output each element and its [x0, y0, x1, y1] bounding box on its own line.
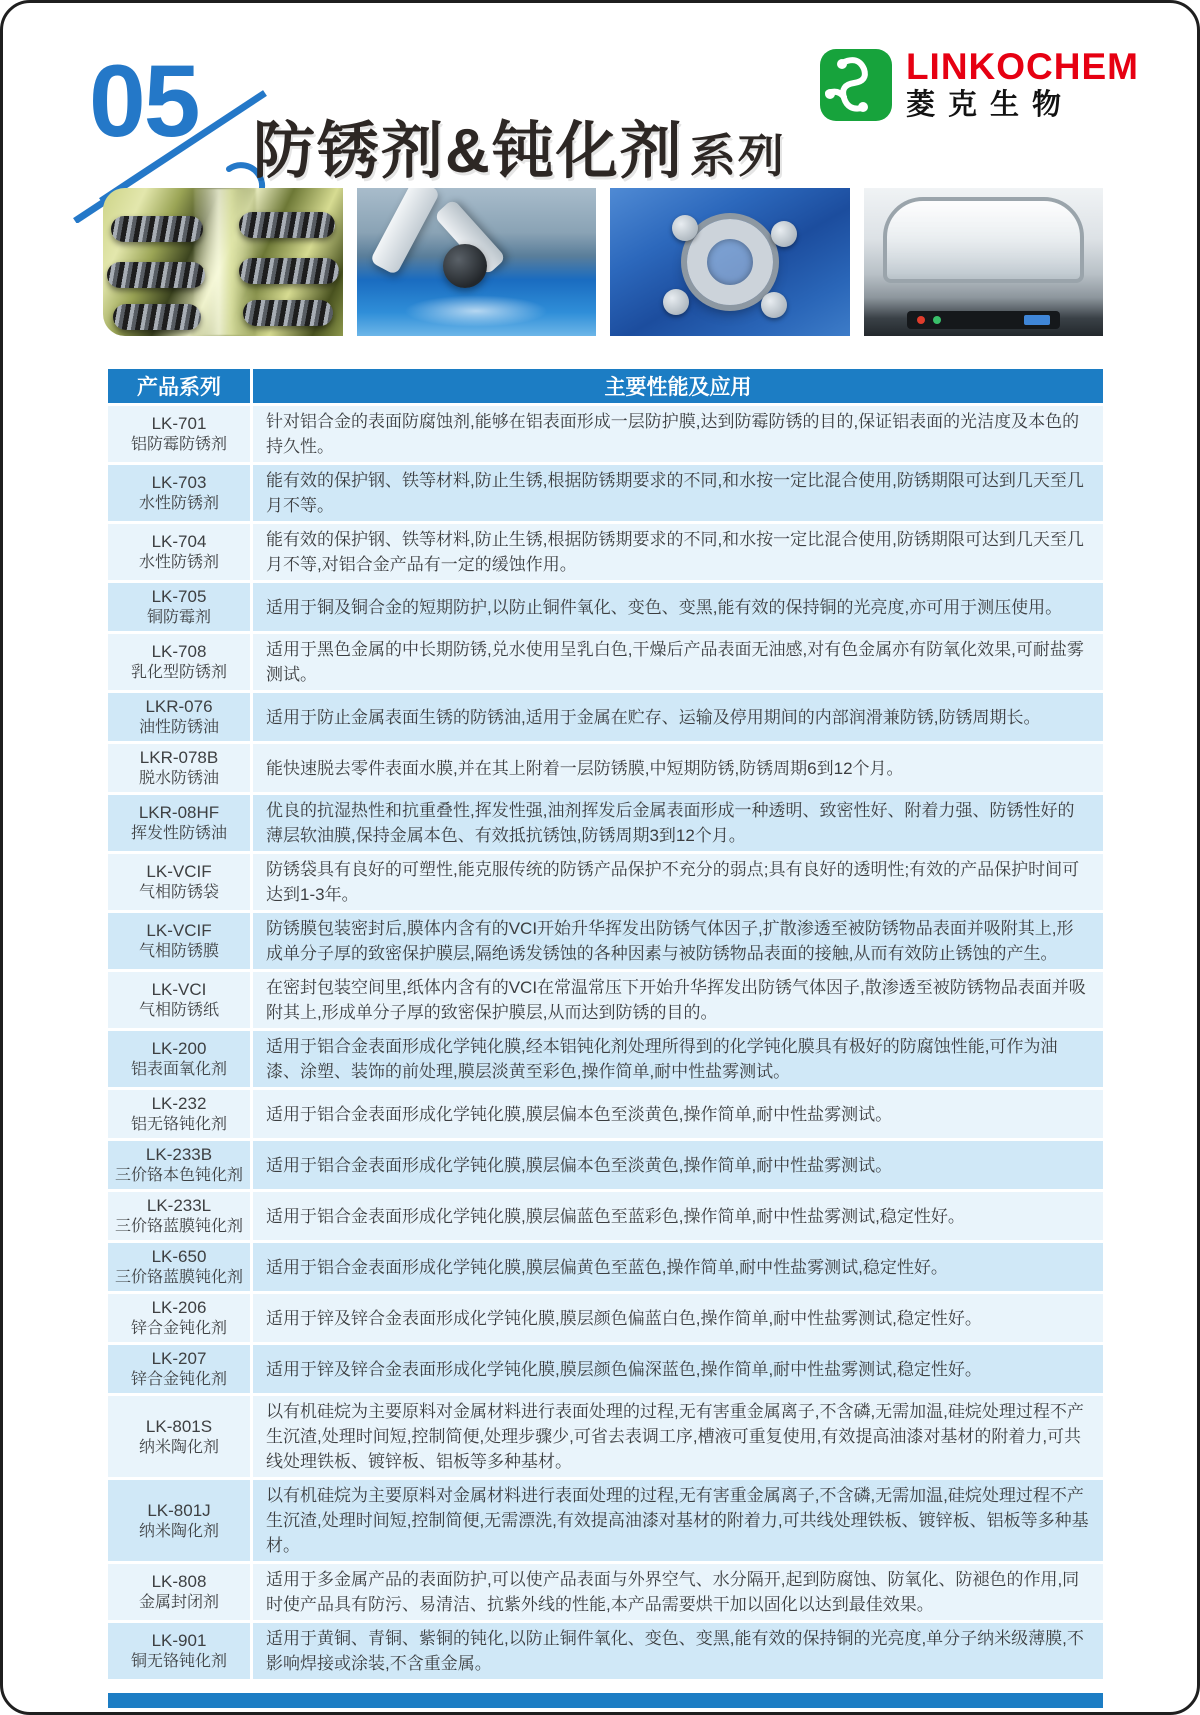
photo-strip — [103, 188, 1103, 336]
product-desc-cell — [253, 1396, 1103, 1477]
product-name: 气相防锈袋 — [138, 884, 219, 901]
product-desc-cell — [253, 913, 1103, 969]
product-series-cell — [108, 583, 250, 631]
product-series-cell — [108, 972, 250, 1028]
machine-dome — [883, 197, 1084, 283]
product-name: 乳化型防锈剂 — [130, 664, 227, 681]
product-code: LK-703 — [151, 473, 207, 492]
table-header-product-series: 产品系列 — [108, 369, 250, 403]
table-row — [108, 406, 1103, 462]
product-name: 纳米陶化剂 — [138, 1522, 219, 1540]
product-description: 针对铝合金的表面防腐蚀剂,能够在铝表面形成一层防护膜,达到防霉防锈的目的,保证铝表面的光洁度及本色的持久性。 — [266, 412, 1080, 456]
machined-flange — [687, 219, 773, 305]
product-name: 锌合金钝化剂 — [130, 1320, 227, 1337]
table-row — [108, 1090, 1103, 1138]
product-series-cell — [108, 634, 250, 690]
flange-lug — [672, 215, 698, 241]
product-series-cell — [108, 1623, 250, 1679]
product-series-cell — [108, 1192, 250, 1240]
product-description: 适用于铝合金表面形成化学钝化膜,膜层偏蓝色至蓝彩色,操作简单,耐中性盐雾测试,稳定性好。 — [266, 1206, 965, 1226]
product-desc-cell — [253, 1141, 1103, 1189]
table-row — [108, 1480, 1103, 1561]
table-row — [108, 1192, 1103, 1240]
product-series-cell — [108, 1141, 250, 1189]
product-desc-cell — [253, 795, 1103, 851]
product-name: 铝表面氧化剂 — [130, 1061, 227, 1078]
page-title — [253, 101, 786, 190]
table-row — [108, 1243, 1103, 1291]
table-row — [108, 1623, 1103, 1679]
product-series-cell — [108, 1294, 250, 1342]
product-name: 油性防锈油 — [138, 719, 219, 736]
product-code: LK-233B — [145, 1145, 213, 1164]
product-series-cell — [108, 1396, 250, 1477]
flange-lug — [761, 292, 787, 318]
product-description: 适用于锌及锌合金表面形成化学钝化膜,膜层颜色偏蓝白色,操作简单,耐中性盐雾测试,稳定性好。 — [266, 1308, 982, 1328]
metal-screw — [111, 216, 203, 242]
product-name: 铜无铬钝化剂 — [130, 1653, 227, 1670]
metal-screw — [239, 258, 339, 284]
product-desc-cell — [253, 1564, 1103, 1620]
product-series-cell — [108, 744, 250, 792]
product-description: 防锈膜包装密封后,膜体内含有的VCI开始升华挥发出防锈气体因子,扩散渗透至被防锈物品表面并吸附其上,形成单分子厚的致密保护膜层,隔绝诱发锈蚀的各种因素与被防锈物品表面的接触,从而有效防止锈蚀的产生。 — [266, 919, 1074, 963]
product-code: LK-206 — [151, 1298, 207, 1317]
product-desc-cell — [253, 744, 1103, 792]
product-description: 适用于多金属产品的表面防护,可以使产品表面与外界空气、水分隔开,起到防腐蚀、防氧化、防褪色的作用,同时使产品具有防污、易清洁、抗紫外线的性能,本产品需要烘干加以固化以达到最佳效果。 — [266, 1570, 1080, 1614]
product-description: 适用于铝合金表面形成化学钝化膜,膜层偏本色至淡黄色,操作简单,耐中性盐雾测试。 — [266, 1155, 893, 1175]
robot-joint — [443, 244, 487, 288]
product-name: 锌合金钝化剂 — [130, 1371, 227, 1388]
product-name: 金属封闭剂 — [138, 1594, 219, 1611]
page-title-main: 防锈剂&钝化剂 — [253, 117, 684, 186]
product-series-cell — [108, 693, 250, 741]
table-row — [108, 1345, 1103, 1393]
product-series-cell — [108, 1480, 250, 1561]
product-code: LKR-078B — [139, 748, 219, 767]
product-description: 以有机硅烷为主要原料对金属材料进行表面处理的过程,无有害重金属离子,不含磷,无需加温,硅烷处理过程不产生沉渣,处理时间短,控制简便,处理步骤少,可省去表调工序,槽液可重复使用,有效提高油漆对基材的附着力,可共线处理铁板、镀锌板、铝板等多种基材。 — [266, 1402, 1084, 1471]
metal-screw — [243, 300, 333, 326]
product-code: LK-VCIF — [146, 862, 212, 881]
photo-wrapped-metal-screws — [103, 188, 343, 336]
product-desc-cell — [253, 1031, 1103, 1087]
product-description: 防锈袋具有良好的可塑性,能克服传统的防锈产品保护不充分的弱点;具有良好的透明性;有效的产品保护时间可达到1-3年。 — [266, 860, 1080, 904]
product-name: 三价铬蓝膜钝化剂 — [114, 1269, 243, 1286]
product-name: 挥发性防锈油 — [130, 825, 227, 842]
product-code: LK-705 — [151, 587, 207, 606]
table-row — [108, 693, 1103, 741]
water-glint — [404, 295, 548, 328]
table-row — [108, 1564, 1103, 1620]
product-description: 以有机硅烷为主要原料对金属材料进行表面处理的过程,无有害重金属离子,不含磷,无需加温,硅烷处理过程不产生沉渣,处理时间短,控制简便,无需漂洗,有效提高油漆对基材的附着力,可共线处理铁板、镀锌板、铝板等多种基材。 — [266, 1486, 1089, 1555]
product-desc-cell — [253, 1480, 1103, 1561]
product-name: 铜防霉剂 — [146, 609, 211, 626]
product-description: 适用于锌及锌合金表面形成化学钝化膜,膜层颜色偏深蓝色,操作简单,耐中性盐雾测试,稳定性好。 — [266, 1359, 982, 1379]
product-desc-cell — [253, 524, 1103, 580]
product-description: 能有效的保护钢、铁等材料,防止生锈,根据防锈期要求的不同,和水按一定比混合使用,防锈期限可达到几天至几月不等,对铝合金产品有一定的缓蚀作用。 — [266, 530, 1084, 574]
product-code: LKR-076 — [145, 697, 213, 716]
product-code: LK-VCIF — [146, 921, 212, 940]
brand-logo — [818, 47, 1139, 123]
flange-lug — [663, 289, 689, 315]
machine-display — [1024, 315, 1050, 325]
product-description: 适用于防止金属表面生锈的防锈油,适用于金属在贮存、运输及停用期间的内部润滑兼防锈,防锈周期长。 — [266, 707, 1041, 727]
product-description: 在密封包装空间里,纸体内含有的VCI在常温常压下开始升华挥发出防锈气体因子,散渗透至被防锈物品表面并吸附其上,形成单分子厚的致密保护膜层,从而达到防锈的目的。 — [266, 978, 1086, 1022]
table-row — [108, 913, 1103, 969]
product-description: 适用于铝合金表面形成化学钝化膜,经本铝钝化剂处理所得到的化学钝化膜具有极好的防腐蚀性能,可作为油漆、涂塑、装饰的前处理,膜层淡黄至彩色,操作简单,耐中性盐雾测试。 — [266, 1037, 1058, 1081]
product-desc-cell — [253, 693, 1103, 741]
machine-control-panel — [907, 311, 1060, 329]
indicator-light-red — [917, 316, 925, 324]
product-desc-cell — [253, 1192, 1103, 1240]
table-row — [108, 634, 1103, 690]
product-series-cell — [108, 1090, 250, 1138]
brand-text — [906, 47, 1139, 122]
photo-robot-arm-over-blue-tank — [357, 188, 597, 336]
product-code: LK-701 — [151, 414, 207, 433]
product-description: 适用于铝合金表面形成化学钝化膜,膜层偏本色至淡黄色,操作简单,耐中性盐雾测试。 — [266, 1104, 893, 1124]
product-description: 适用于黑色金属的中长期防锈,兑水使用呈乳白色,干燥后产品表面无油感,对有色金属亦有防氧化效果,可耐盐雾测试。 — [266, 640, 1084, 684]
product-series-cell — [108, 1345, 250, 1393]
brand-name-cn: 菱克生物 — [905, 89, 1074, 121]
brand-name-en: LINKOCHEM — [905, 46, 1139, 87]
product-desc-cell — [253, 465, 1103, 521]
product-code: LK-801S — [145, 1416, 213, 1436]
product-series-cell — [108, 1031, 250, 1087]
section-number: 05 — [89, 44, 199, 158]
table-header-performance: 主要性能及应用 — [253, 369, 1103, 403]
flange-lug — [771, 221, 797, 247]
product-series-cell — [108, 1564, 250, 1620]
product-series-cell — [108, 1243, 250, 1291]
product-name: 脱水防锈油 — [138, 770, 219, 787]
table-row — [108, 524, 1103, 580]
product-description: 能快速脱去零件表面水膜,并在其上附着一层防锈膜,中短期防锈,防锈周期6到12个月。 — [266, 758, 904, 778]
product-desc-cell — [253, 406, 1103, 462]
product-description: 适用于黄铜、青铜、紫铜的钝化,以防止铜件氧化、变色、变黑,能有效的保持铜的光亮度,单分子纳米级薄膜,不影响焊接或涂装,不含重金属。 — [266, 1629, 1084, 1673]
table-row — [108, 465, 1103, 521]
product-desc-cell — [253, 634, 1103, 690]
table-row — [108, 854, 1103, 910]
product-code: LK-808 — [151, 1572, 207, 1591]
metal-screw — [107, 262, 205, 288]
bottom-accent-bar — [108, 1693, 1103, 1708]
table-row — [108, 744, 1103, 792]
product-name: 水性防锈剂 — [138, 495, 219, 512]
product-description: 适用于铝合金表面形成化学钝化膜,膜层偏黄色至蓝色,操作简单,耐中性盐雾测试,稳定性好。 — [266, 1257, 948, 1277]
product-code: LK-704 — [151, 532, 207, 551]
product-name: 三价铬本色钝化剂 — [114, 1167, 243, 1184]
product-desc-cell — [253, 1294, 1103, 1342]
product-code: LK-200 — [151, 1039, 207, 1058]
product-code: LK-207 — [151, 1349, 207, 1368]
table-row — [108, 1141, 1103, 1189]
product-name: 气相防锈膜 — [138, 943, 219, 960]
metal-screw — [239, 212, 335, 238]
photo-cleaning-machine — [864, 188, 1104, 336]
table-row — [108, 1396, 1103, 1477]
product-name: 气相防锈纸 — [138, 1002, 219, 1019]
product-code: LK-801J — [147, 1500, 211, 1520]
table-row — [108, 1031, 1103, 1087]
product-desc-cell — [253, 1623, 1103, 1679]
table-section — [108, 369, 1103, 1708]
product-description: 优良的抗湿热性和抗重叠性,挥发性强,油剂挥发后金属表面形成一种透明、致密性好、附着力强、防锈性好的薄层软油膜,保持金属本色、有效抵抗锈蚀,防锈周期3到12个月。 — [266, 801, 1075, 845]
product-description: 能有效的保护钢、铁等材料,防止生锈,根据防锈期要求的不同,和水按一定比混合使用,防锈期限可达到几天至几月不等。 — [266, 471, 1084, 515]
product-description: 适用于铜及铜合金的短期防护,以防止铜件氧化、变色、变黑,能有效的保持铜的光亮度,亦可用于测压使用。 — [266, 597, 1063, 617]
page-title-suffix: 系列 — [689, 130, 786, 182]
product-series-cell — [108, 465, 250, 521]
product-code: LK-901 — [151, 1631, 207, 1650]
product-name: 铝防霉防锈剂 — [130, 436, 227, 453]
product-code: LK-233L — [146, 1196, 212, 1215]
molecule-logo-icon — [818, 47, 894, 123]
photo-machined-part-in-blue-tank — [610, 188, 850, 336]
product-desc-cell — [253, 1345, 1103, 1393]
product-desc-cell — [253, 972, 1103, 1028]
product-series-cell — [108, 854, 250, 910]
product-name: 水性防锈剂 — [138, 554, 219, 571]
product-code: LKR-08HF — [138, 803, 220, 822]
metal-screw — [113, 304, 201, 330]
product-name: 纳米陶化剂 — [138, 1438, 219, 1456]
product-code: LK-708 — [151, 642, 207, 661]
table-row — [108, 795, 1103, 851]
product-series-cell — [108, 913, 250, 969]
product-desc-cell — [253, 1090, 1103, 1138]
product-series-cell — [108, 406, 250, 462]
product-desc-cell — [253, 854, 1103, 910]
product-table-body — [108, 406, 1103, 1679]
product-series-cell — [108, 795, 250, 851]
table-row — [108, 1294, 1103, 1342]
product-code: LK-VCI — [151, 980, 207, 999]
product-desc-cell — [253, 583, 1103, 631]
product-series-cell — [108, 524, 250, 580]
product-code: LK-232 — [151, 1094, 207, 1113]
table-row — [108, 583, 1103, 631]
product-name: 铝无铬钝化剂 — [130, 1116, 227, 1133]
indicator-light-green — [933, 316, 941, 324]
product-desc-cell — [253, 1243, 1103, 1291]
table-row — [108, 972, 1103, 1028]
table-header-row — [108, 369, 1103, 403]
robot-arm — [369, 188, 440, 276]
product-name: 三价铬蓝膜钝化剂 — [114, 1218, 243, 1235]
product-code: LK-650 — [151, 1247, 207, 1266]
